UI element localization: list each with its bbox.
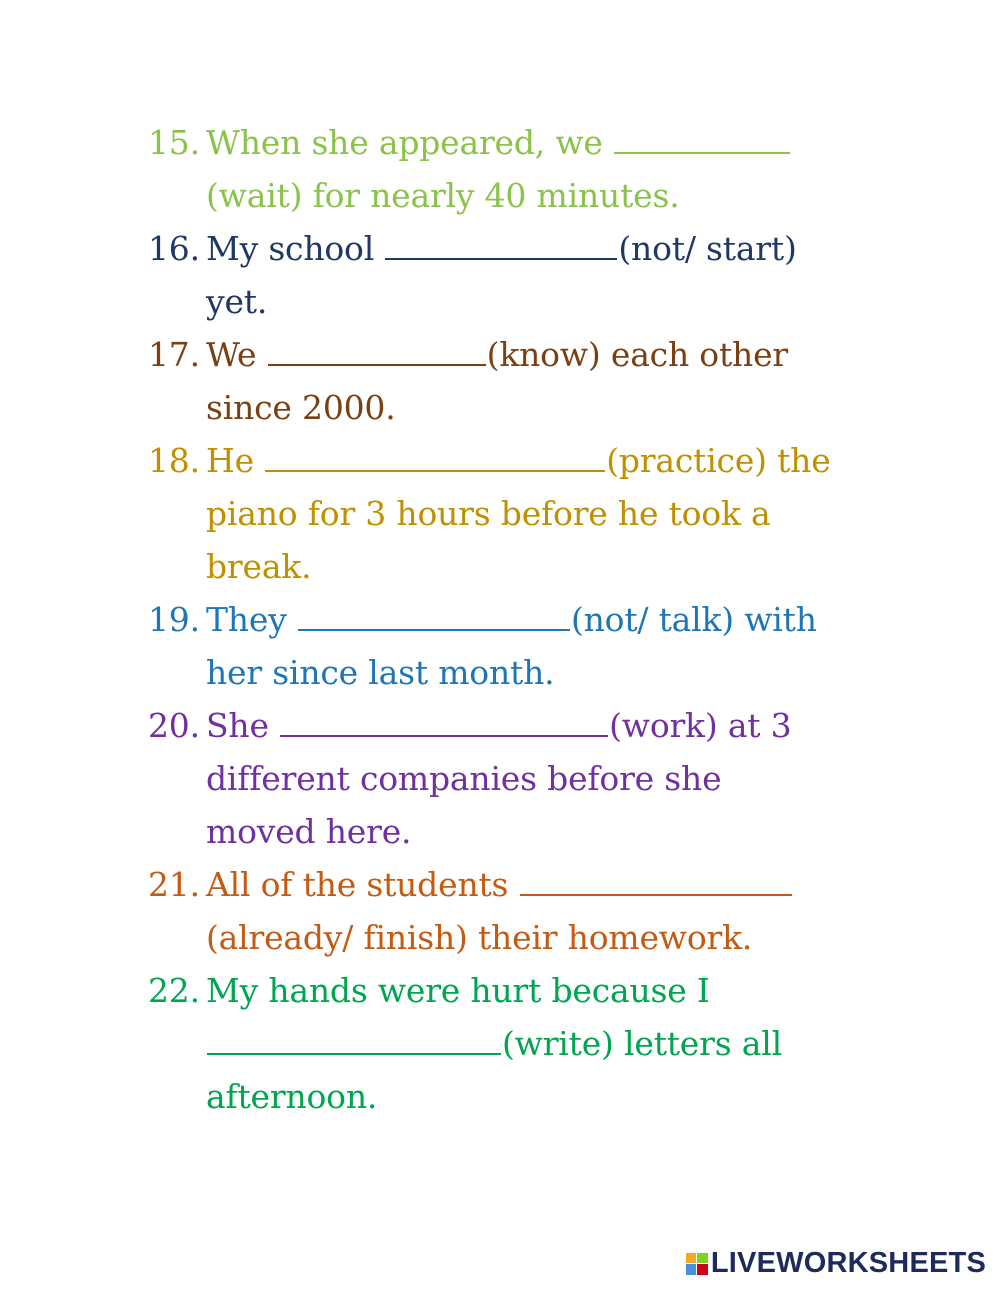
item-sentence (206, 699, 868, 858)
item-number: 20. (148, 706, 200, 745)
item-sentence (206, 858, 868, 964)
sentence-text: My hands were hurt because I (206, 971, 710, 1010)
sentence-line (206, 222, 868, 275)
sentence-line (206, 858, 868, 911)
sentence-line (206, 911, 868, 964)
answer-blank[interactable] (520, 864, 792, 896)
sentence-line (206, 805, 868, 858)
sentence-line (206, 328, 868, 381)
sentence-text: (not/ start) (618, 229, 797, 268)
sentence-line (206, 487, 868, 540)
item-sentence (206, 964, 868, 1123)
item-sentence (206, 328, 868, 434)
worksheet-item (148, 964, 868, 1123)
item-sentence (206, 222, 868, 328)
item-sentence (206, 116, 868, 222)
answer-blank[interactable] (385, 228, 617, 260)
sentence-line (206, 964, 868, 1017)
sentence-text: When she appeared, we (206, 123, 614, 162)
sentence-text: (know) each other (486, 335, 788, 374)
sentence-text: (already/ finish) their homework. (206, 918, 753, 957)
worksheet-items (148, 116, 868, 1123)
sentence-line (206, 434, 868, 487)
logo-square (686, 1253, 697, 1264)
item-sentence (206, 593, 868, 699)
sentence-text: since 2000. (206, 388, 396, 427)
sentence-text: We (206, 335, 267, 374)
logo-square (697, 1253, 708, 1264)
sentence-text: (not/ talk) with (570, 600, 817, 639)
worksheet-item (148, 328, 868, 434)
sentence-text: moved here. (206, 812, 412, 851)
sentence-text: her since last month. (206, 653, 555, 692)
liveworksheets-logo (686, 1247, 986, 1280)
sentence-line (206, 169, 868, 222)
answer-blank[interactable] (280, 705, 608, 737)
sentence-text: She (206, 706, 280, 745)
sentence-text: break. (206, 547, 312, 586)
item-number: 22. (148, 971, 200, 1010)
sentence-text: (write) letters all (502, 1024, 782, 1063)
worksheet-item (148, 858, 868, 964)
sentence-line (206, 752, 868, 805)
item-number: 21. (148, 865, 200, 904)
sentence-line (206, 381, 868, 434)
sentence-text: (work) at 3 (609, 706, 792, 745)
logo-text: LIVEWORKSHEETS (710, 1247, 986, 1279)
sentence-text: afternoon. (206, 1077, 378, 1116)
sentence-text: yet. (206, 282, 268, 321)
sentence-text: different companies before she (206, 759, 722, 798)
item-number: 15. (148, 123, 200, 162)
answer-blank[interactable] (614, 122, 790, 154)
sentence-text: (practice) the (606, 441, 831, 480)
sentence-line (206, 116, 868, 169)
answer-blank[interactable] (298, 599, 570, 631)
item-number: 19. (148, 600, 200, 639)
sentence-line (206, 699, 868, 752)
answer-blank[interactable] (265, 440, 605, 472)
item-number: 16. (148, 229, 200, 268)
sentence-line (206, 593, 868, 646)
logo-square (686, 1264, 697, 1275)
sentence-text: (wait) for nearly 40 minutes. (206, 176, 680, 215)
sentence-line (206, 646, 868, 699)
sentence-line (206, 1017, 868, 1070)
worksheet-item (148, 222, 868, 328)
sentence-line (206, 1070, 868, 1123)
sentence-text: piano for 3 hours before he took a (206, 494, 771, 533)
answer-blank[interactable] (268, 334, 486, 366)
item-sentence (206, 434, 868, 593)
item-number: 17. (148, 335, 200, 374)
sentence-line (206, 540, 868, 593)
logo-square (697, 1264, 708, 1275)
logo-mark-icon (686, 1253, 708, 1275)
worksheet-item (148, 593, 868, 699)
sentence-line (206, 275, 868, 328)
worksheet-item (148, 434, 868, 593)
sentence-text: My school (206, 229, 385, 268)
sentence-text: They (206, 600, 297, 639)
sentence-text: All of the students (206, 865, 519, 904)
answer-blank[interactable] (207, 1023, 501, 1055)
item-number: 18. (148, 441, 200, 480)
worksheet-item (148, 699, 868, 858)
sentence-text: He (206, 441, 265, 480)
worksheet-item (148, 116, 868, 222)
